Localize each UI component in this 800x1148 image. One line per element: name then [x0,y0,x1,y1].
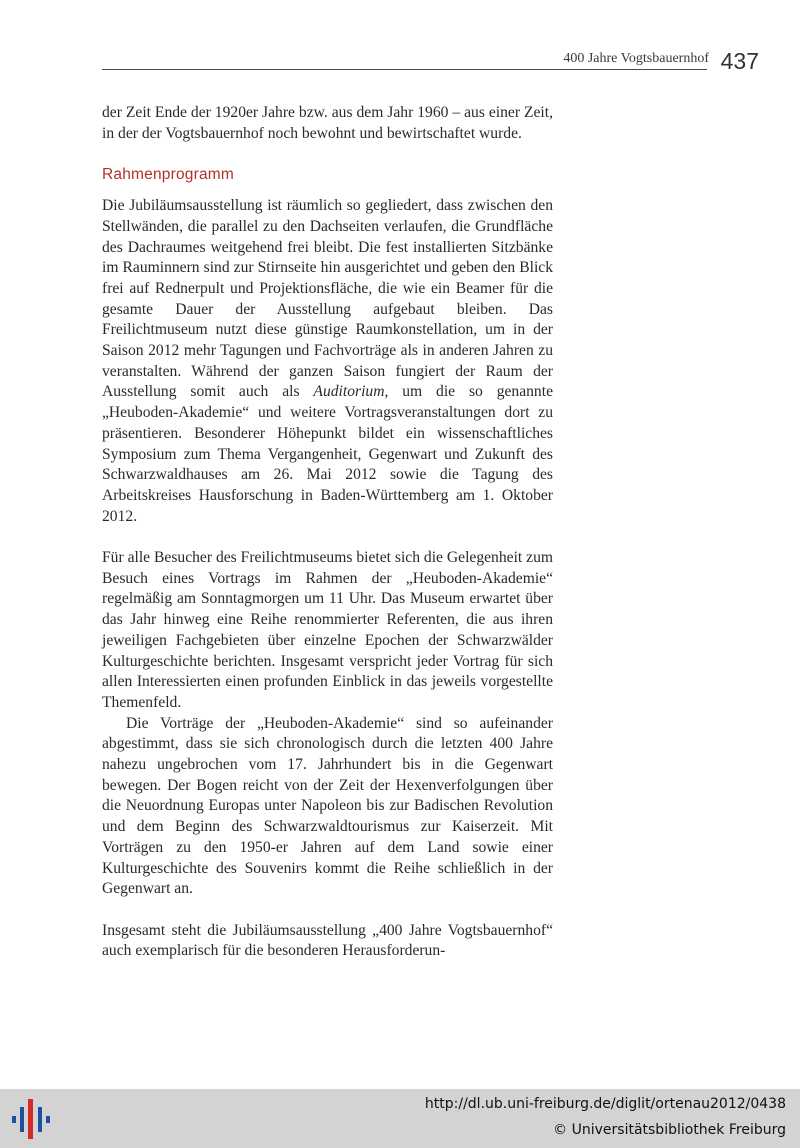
paragraph-intro: der Zeit Ende der 1920er Jahre bzw. aus dem Jahr 1960 – aus einer Zeit, in der der Vogtsbauernhof noch bewohnt und bewirtschaftet wurde. [102,104,553,142]
section-heading: Rahmenprogramm [102,166,235,184]
emphasis-auditorium: Auditorium [313,383,385,401]
paragraph-vortraege: Die Vorträge der „Heuboden-Akademie“ sind so aufeinander abgestimmt, dass sie sich chronologisch durch die letzten 400 Jahre nahezu ungebrochen vom 17. Jahrhundert bis in die Gegenwart bewegen. Der Bogen reicht von der Zeit der Hexenverfolgungen über die Neuordnung Europas unter Napoleon bis zur Badischen Revolution und dem Beginn des Schwarzwaldtourismus zur Kaiserzeit. Mit Vorträgen zu den 1950-er Jahren auf dem Land sowie einer Kulturgeschichte des Souvenirs kommt die Reihe schließlich in der Gegenwart an. [102,714,553,898]
paragraph-besucher: Für alle Besucher des Freilichtmuseums bietet sich die Gelegenheit zum Besuch eines Vortrags im Rahmen der „Heuboden-Akademie“ regelmäßig am Sonntagmorgen um 11 Uhr. Das Museum erwartet über das Jahr hinweg eine Reihe renommierter Referenten, die aus ihren jeweiligen Fachgebieten über einzelne Epochen der Schwarzwälder Kulturgeschichte berichten. Insgesamt verspricht jeder Vortrag für sich allen Interessierten einen profunden Einblick in das jeweils vorgestellte Themenfeld. [102,549,553,711]
running-title: 400 Jahre Vogtsbauernhof [563,51,709,66]
paragraph-text: , um die so genannte „Heuboden-Akademie“ und weitere Vortragsveranstaltungen dort zu präsentieren. Besonderer Höhepunkt bildet ein wissenschaftliches Symposium zum Thema Vergangenheit, Gegenwart und Zukunft des Schwarzwaldhauses am 26. Mai 2012 sowie die Tagung des Arbeitskreises Hausforschung in Baden-Württemberg am 1. Oktober 2012. [102,383,553,525]
footer-bar [0,1089,800,1148]
paragraph-insgesamt: Insgesamt steht die Jubiläumsausstellung „400 Jahre Vogtsbauernhof“ auch exemplarisch für die besonderen Herausforderun- [102,921,553,960]
paragraph-text: Die Jubiläumsausstellung ist räumlich so gegliedert, dass zwischen den Stellwänden, die parallel zu den Dachseiten verlaufen, die Grundfläche des Dachraumes weitgehend frei bleibt. Die fest installierten Sitzbänke im Rauminnern sind zur Stirnseite hin ausgerichtet und geben den Blick frei auf Rednerpult und Projektionsfläche, die wie ein Beamer für die gesamte Dauer der Ausstellung aufgebaut bleiben. Das Freilichtmuseum nutzt diese günstige Raumkonstellation, um in der Saison 2012 mehr Tagungen und Fachvorträge als in anderen Jahren zu veranstalten. Während der ganzen Saison fungiert der Raum der Ausstellung somit auch als [102,197,553,401]
library-logo-icon [11,1097,53,1141]
footer-copyright: © Universitätsbibliothek Freiburg [553,1122,786,1138]
page-body [102,103,553,962]
page-number: 437 [720,48,759,74]
footer-url[interactable]: http://dl.ub.uni-freiburg.de/diglit/ortenau2012/0438 [424,1096,786,1112]
paragraph-rahmenprogramm [102,196,553,527]
header-rule [102,69,707,70]
page-header [102,44,759,74]
